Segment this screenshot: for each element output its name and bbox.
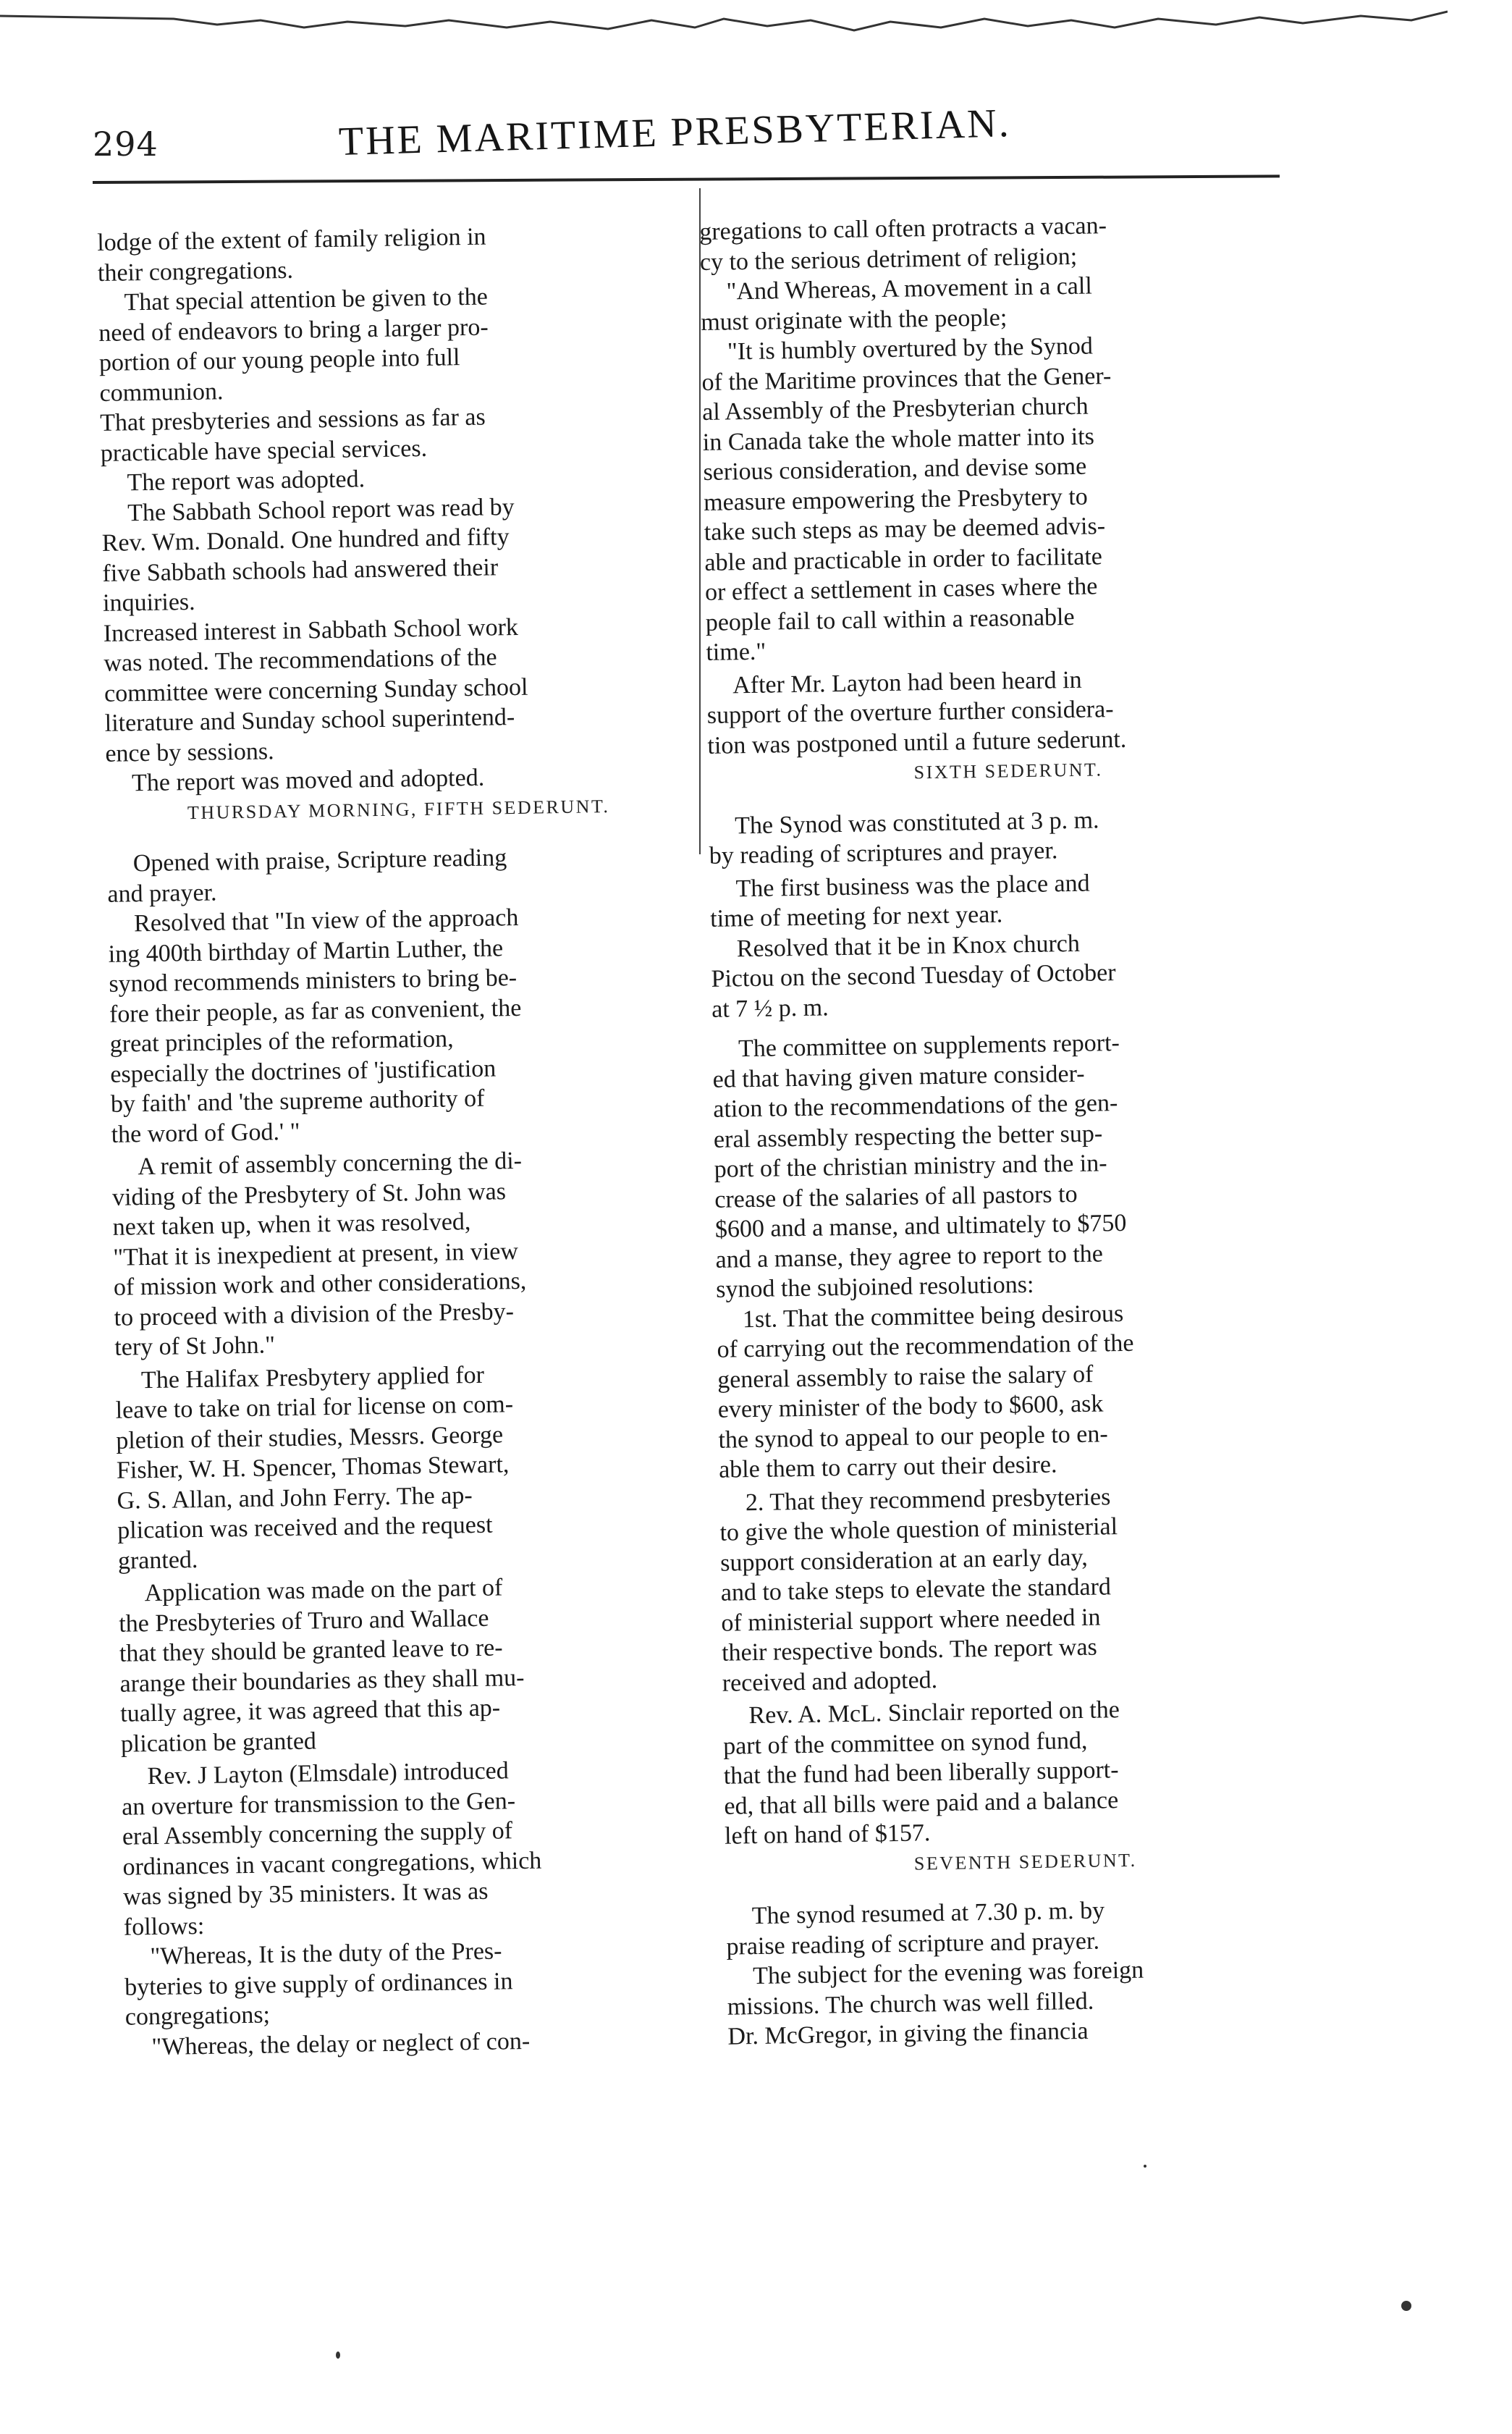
ink-speck <box>336 2351 340 2359</box>
paragraph: That special attention be given to the need of endeavors to bring a larger pro- portion of our young people into full communion. <box>98 283 489 407</box>
paragraph: Resolved that "In view of the approach ing 400th birthday of Martin Luther, the synod recommends ministers to bring be- fore their people, as far as convenient, the great principles of the reformation, especially the doctrines of 'justification by faith' and 'the supreme authority of the word of God.' " <box>108 904 522 1148</box>
paragraph: "Whereas, the delay or neglect of con- <box>151 2027 531 2060</box>
section-heading: THURSDAY MORNING, FIFTH SEDERUNT. <box>187 795 610 823</box>
paragraph: The Sabbath School report was read by Rev. Wm. Donald. One hundred and fifty five Sabbath schools had answered their inquiries. <box>101 493 515 617</box>
paragraph: Rev. A. McL. Sinclair reported on the part of the committee on synod fund, that the fund had been liberally support- ed, that all bills were paid and a balance left on hand of $157. <box>722 1696 1120 1850</box>
paragraph: The Synod was constituted at 3 p. m. by reading of scriptures and prayer. <box>709 806 1099 869</box>
section-heading: SEVENTH SEDERUNT. <box>913 1849 1137 1874</box>
paragraph: Opened with praise, Scripture reading and prayer. <box>107 844 507 908</box>
page-number: 294 <box>93 125 159 164</box>
paragraph: That presbyteries and sessions as far as practicable have special services. <box>99 403 486 467</box>
paragraph: A remit of assembly concerning the di- viding of the Presbytery of St. John was next taken up, when it was resolved, "That it is inexpedient at present, in view of mission work and other considerations, to proceed with a division of the Presby- tery of St John." <box>111 1147 527 1361</box>
paragraph: 2. That they recommend presbyteries to give the whole question of ministerial support consideration at an early day, and to take steps to elevate the standard of ministerial support where needed in their respective bonds. The report was received and adopted. <box>719 1483 1118 1697</box>
right-column <box>699 208 1329 2052</box>
paragraph: The subject for the evening was foreign missions. The church was well filled. Dr. McGregor, in giving the financia <box>727 1956 1144 2050</box>
paragraph: Increased interest in Sabbath School work was noted. The recommendations of the committee were concerning Sunday school literature and Sunday school superintend- ence by sessions. <box>103 613 528 767</box>
header-rule <box>93 174 1280 184</box>
paragraph: 1st. That the committee being desirous of carrying out the recommendation of the general assembly to raise the salary of every minister of the body to $600, ask the synod to appeal to our people to en- able them to carry out their desire. <box>717 1300 1134 1483</box>
paragraph: The synod resumed at 7.30 p. m. by praise reading of scripture and prayer. <box>726 1897 1105 1961</box>
paragraph: The Halifax Presbytery applied for leave to take on trial for license on com- pletion of their studies, Messrs. George Fisher, W. H. Spencer, Thomas Stewart, G. S. Allan, and John Ferry. The ap- plication was received and the request granted. <box>115 1361 514 1575</box>
section-heading: SIXTH SEDERUNT. <box>913 759 1103 783</box>
paragraph: "It is humbly overtured by the Synod of the Maritime provinces that the Gener- al Assembly of the Presbyterian church in Canada take the whole matter into its serious consideration, and devise some measure empowering the Presbytery to take such steps as may be deemed advis- able and practicable in order to facilitate or effect a settlement in cases where the people fail to call within a reasonable time." <box>701 332 1112 666</box>
paragraph: "And Whereas, A movement in a call must originate with the people; <box>700 272 1093 336</box>
torn-top-edge <box>0 6 1448 38</box>
paragraph: The report was adopted. <box>127 466 366 497</box>
ink-speck <box>1401 2301 1411 2311</box>
paragraph: After Mr. Layton had been heard in support of the overture further considera- tion was postponed until a future sederunt. <box>706 666 1127 759</box>
paragraph: The committee on supplements report- ed that having given mature consider- ation to the recommendations of the gen- eral assembly respecting the better sup- port of the christian ministry and the in- crease of the salaries of all pastors to $600 and a manse, and ultimately to $750 and a manse, they agree to report to the synod the subjoined resolutions: <box>712 1029 1127 1303</box>
paragraph: Resolved that it be in Knox church Pictou on the second Tuesday of October at 7 ½ p. m. <box>711 930 1116 1023</box>
left-column <box>97 219 711 2062</box>
ink-speck <box>1144 2165 1146 2168</box>
paragraph: "Whereas, It is the duty of the Pres- byteries to give supply of ordinances in congregations; <box>124 1937 513 2031</box>
running-title: THE MARITIME PRESBYTERIAN. <box>338 101 1012 164</box>
paragraph: lodge of the extent of family religion in their congregations. <box>97 223 486 287</box>
paragraph: Application was made on the part of the Presbyteries of Truro and Wallace that they should be granted leave to re- arange their boundaries as they shall mu- tually agree, it was agreed that this ap- plication be granted <box>118 1574 525 1758</box>
paragraph: Rev. J Layton (Elmsdale) introduced an overture for transmission to the Gen- eral Assembly concerning the supply of ordinances in vacant congregations, which was signed by 35 ministers. It was as follows: <box>121 1757 542 1941</box>
paragraph: The first business was the place and time of meeting for next year. <box>709 869 1090 932</box>
page-header <box>93 101 1280 167</box>
paragraph: gregations to call often protracts a vacan- cy to the serious detriment of religion; <box>699 212 1107 276</box>
paragraph: The report was moved and adopted. <box>131 764 485 797</box>
